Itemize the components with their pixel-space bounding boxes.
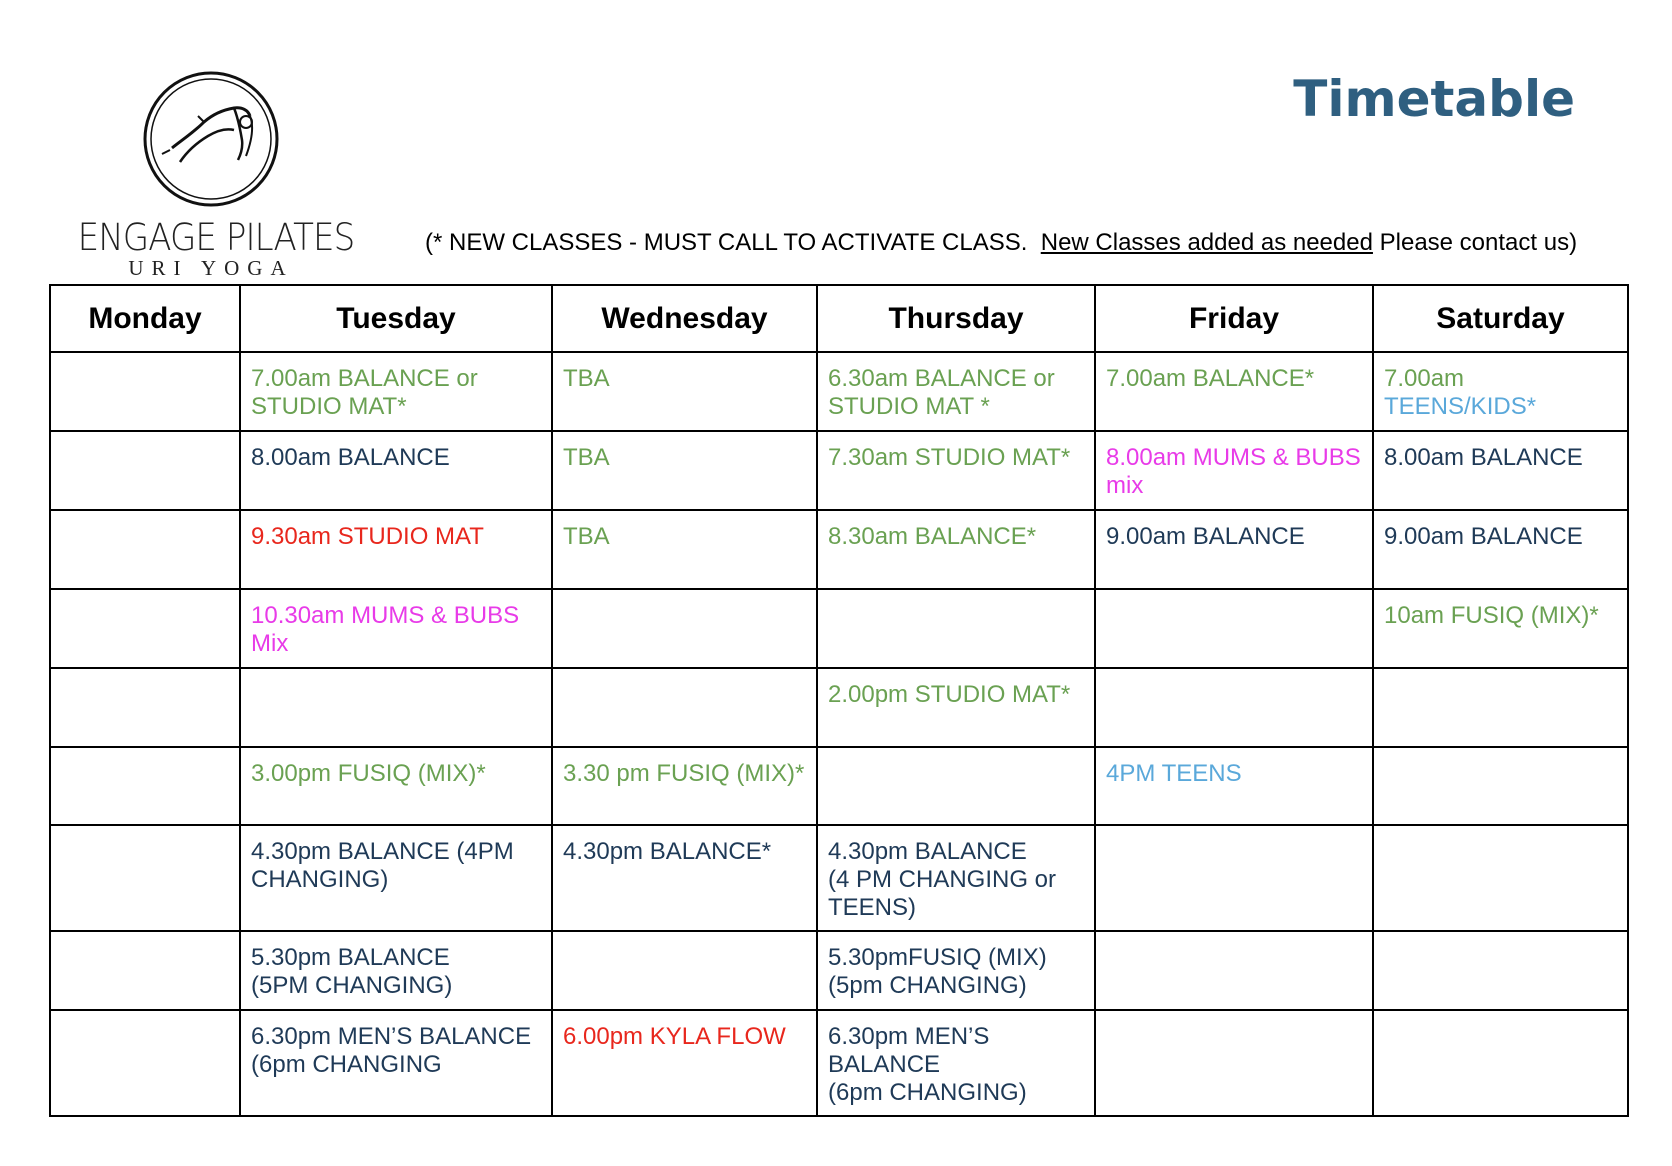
table-cell <box>1373 352 1628 431</box>
table-cell <box>50 668 240 747</box>
table-cell: 2.00pm STUDIO MAT* <box>817 668 1095 747</box>
table-cell: 7.00am BALANCE* <box>1095 352 1373 431</box>
table-cell <box>50 431 240 510</box>
table-cell <box>817 931 1095 1010</box>
table-cell: TBA <box>552 352 817 431</box>
day-header: Monday <box>50 285 240 352</box>
table-cell <box>817 589 1095 668</box>
table-cell <box>240 931 552 1010</box>
class-line: 6.30pm MEN’S BALANCE <box>828 1023 990 1078</box>
table-row <box>50 352 1628 431</box>
table-row <box>50 1010 1628 1116</box>
table-cell <box>50 352 240 431</box>
table-cell: 9.00am BALANCE <box>1373 510 1628 589</box>
table-cell <box>50 931 240 1010</box>
table-cell: 6.30am BALANCE or STUDIO MAT * <box>817 352 1095 431</box>
pilates-figure-logo-icon <box>142 70 280 208</box>
table-cell: 8.00am BALANCE <box>240 431 552 510</box>
table-row <box>50 825 1628 931</box>
table-cell: 6.00pm KYLA FLOW <box>552 1010 817 1116</box>
table-cell: 4.30pm BALANCE* <box>552 825 817 931</box>
table-cell: 3.30 pm FUSIQ (MIX)* <box>552 747 817 825</box>
class-line: 4.30pm BALANCE <box>828 838 1027 865</box>
class-line: (5PM CHANGING) <box>251 972 453 999</box>
table-cell <box>1373 825 1628 931</box>
table-cell <box>817 747 1095 825</box>
table-cell: 8.00am BALANCE <box>1373 431 1628 510</box>
class-line: (4 PM CHANGING or <box>828 866 1057 893</box>
logo-name: ENGAGE PILATES <box>77 216 355 259</box>
class-line: 5.30pm BALANCE <box>251 944 450 971</box>
table-row <box>50 510 1628 589</box>
table-row <box>50 747 1628 825</box>
table-cell: 7.00am BALANCE or STUDIO MAT* <box>240 352 552 431</box>
table-cell <box>50 1010 240 1116</box>
table-cell <box>552 931 817 1010</box>
table-row <box>50 668 1628 747</box>
table-cell: 4PM TEENS <box>1095 747 1373 825</box>
table-cell: 8.30am BALANCE* <box>817 510 1095 589</box>
table-cell <box>50 510 240 589</box>
table-cell <box>1095 931 1373 1010</box>
class-line: 5.30pmFUSIQ (MIX) <box>828 944 1047 971</box>
page-title: Timetable <box>1293 70 1575 128</box>
day-header: Thursday <box>817 285 1095 352</box>
table-cell <box>1095 668 1373 747</box>
table-row <box>50 589 1628 668</box>
table-cell: TBA <box>552 510 817 589</box>
table-row <box>50 931 1628 1010</box>
table-cell: TBA <box>552 431 817 510</box>
table-cell <box>1373 668 1628 747</box>
table-cell <box>240 668 552 747</box>
table-cell <box>50 589 240 668</box>
logo-subtitle: URI YOGA <box>128 256 294 280</box>
day-header: Tuesday <box>240 285 552 352</box>
day-header: Saturday <box>1373 285 1628 352</box>
table-cell: 9.30am STUDIO MAT <box>240 510 552 589</box>
class-name: TEENS/KIDS* <box>1384 393 1537 420</box>
logo <box>66 70 356 282</box>
table-cell <box>50 825 240 931</box>
table-cell <box>1095 825 1373 931</box>
class-line: (5pm CHANGING) <box>828 972 1027 999</box>
notice-underlined: New Classes added as needed <box>1040 229 1373 256</box>
table-cell: 3.00pm FUSIQ (MIX)* <box>240 747 552 825</box>
class-time: 7.00am <box>1384 365 1465 392</box>
notice <box>425 229 1577 257</box>
table-cell: 10.30am MUMS & BUBS Mix <box>240 589 552 668</box>
day-header: Friday <box>1095 285 1373 352</box>
table-row <box>50 431 1628 510</box>
class-line: TEENS) <box>828 894 917 921</box>
table-cell <box>817 825 1095 931</box>
table-cell <box>817 1010 1095 1116</box>
table-cell <box>50 747 240 825</box>
table-cell <box>1373 931 1628 1010</box>
notice-prefix: (* NEW CLASSES - MUST CALL TO ACTIVATE CLASS. <box>425 229 1028 256</box>
table-cell: 4.30pm BALANCE (4PM CHANGING) <box>240 825 552 931</box>
table-cell: 10am FUSIQ (MIX)* <box>1373 589 1628 668</box>
timetable <box>49 284 1629 1117</box>
table-cell <box>1095 589 1373 668</box>
table-cell <box>1095 1010 1373 1116</box>
table-cell <box>1373 747 1628 825</box>
table-cell: 9.00am BALANCE <box>1095 510 1373 589</box>
table-cell <box>552 589 817 668</box>
day-header: Wednesday <box>552 285 817 352</box>
notice-suffix: Please contact us) <box>1379 229 1578 256</box>
table-cell: 6.30pm MEN’S BALANCE (6pm CHANGING <box>240 1010 552 1116</box>
table-cell: 8.00am MUMS & BUBS mix <box>1095 431 1373 510</box>
table-cell <box>1373 1010 1628 1116</box>
table-cell: 7.30am STUDIO MAT* <box>817 431 1095 510</box>
class-line: (6pm CHANGING) <box>828 1079 1027 1106</box>
header-row <box>50 285 1628 352</box>
table-cell <box>552 668 817 747</box>
